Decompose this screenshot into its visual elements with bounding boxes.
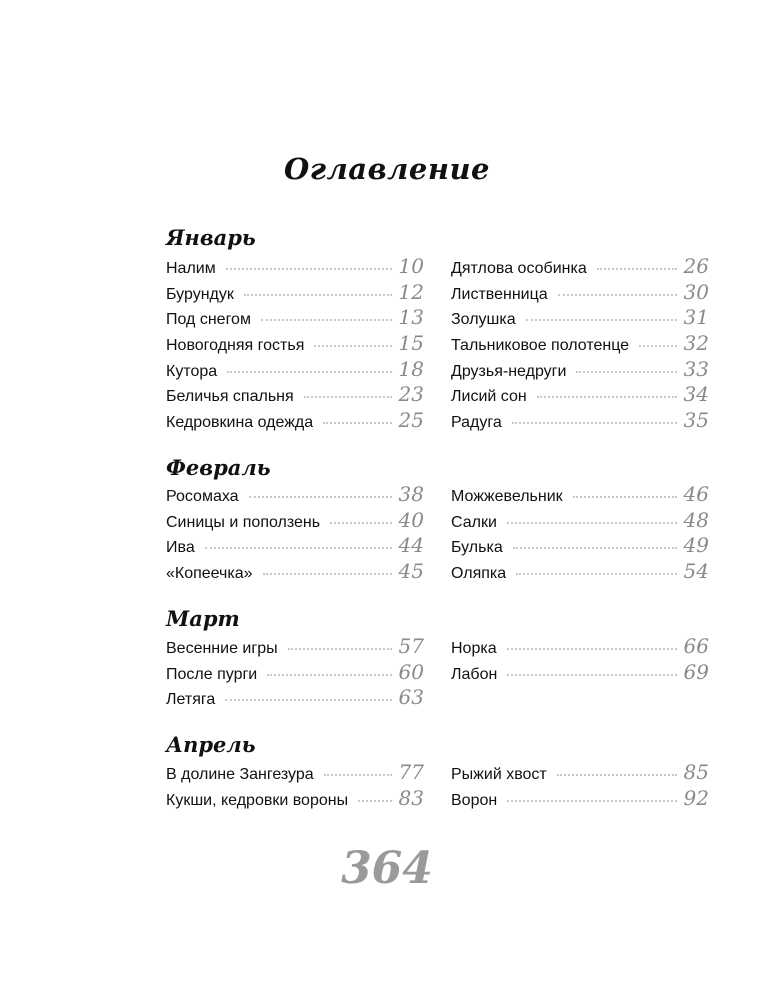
toc-entry[interactable] <box>451 634 709 660</box>
entry-title: Кукши, кедровки вороны <box>166 792 354 810</box>
toc-entry[interactable] <box>166 331 424 357</box>
dot-leader <box>557 774 677 776</box>
toc-entry[interactable] <box>166 685 424 711</box>
entry-title: Оляпка <box>451 565 512 583</box>
entry-title: Кутора <box>166 363 223 381</box>
entry-title: Друзья-недруги <box>451 363 572 381</box>
toc-column-march-left <box>166 634 424 711</box>
dot-leader <box>576 371 677 373</box>
toc-entry[interactable] <box>166 280 424 306</box>
toc-column-april-right <box>451 760 709 811</box>
entry-page: 38 <box>398 482 424 506</box>
toc-entry[interactable] <box>451 280 709 306</box>
entry-page: 25 <box>398 408 424 433</box>
entry-title: Росомаха <box>166 488 245 506</box>
entry-page: 18 <box>398 356 424 381</box>
entry-title: Тальниковое полотенце <box>451 337 635 355</box>
entry-page: 83 <box>398 785 424 810</box>
toc-column-january-left <box>166 254 424 434</box>
toc-entry[interactable] <box>166 408 424 434</box>
entry-page: 10 <box>398 254 424 278</box>
entry-page: 48 <box>683 507 709 532</box>
entry-title: Дятлова особинка <box>451 260 593 278</box>
entry-page: 33 <box>683 356 709 381</box>
toc-entry[interactable] <box>451 559 709 585</box>
dot-leader <box>267 674 392 676</box>
toc-entry[interactable] <box>166 254 424 280</box>
entry-title: Синицы и поползень <box>166 514 326 532</box>
dot-leader <box>639 345 677 347</box>
entry-title: Лисий сон <box>451 388 533 406</box>
toc-entry[interactable] <box>166 305 424 331</box>
dot-leader <box>558 294 677 296</box>
entry-title: Золушка <box>451 311 522 329</box>
entry-page: 30 <box>683 279 709 304</box>
entry-page: 12 <box>398 279 424 304</box>
entry-title: В долине Зангезура <box>166 766 320 784</box>
dot-leader <box>304 396 392 398</box>
toc-entry[interactable] <box>166 382 424 408</box>
toc-entry[interactable] <box>166 760 424 786</box>
entry-page: 46 <box>683 482 709 506</box>
entry-page: 49 <box>683 533 709 558</box>
toc-entry[interactable] <box>451 357 709 383</box>
entry-title: Булька <box>451 539 509 557</box>
dot-leader <box>263 573 392 575</box>
dot-leader <box>225 699 392 701</box>
toc-entry[interactable] <box>451 305 709 331</box>
entry-title: Бурундук <box>166 286 240 304</box>
entry-page: 15 <box>398 331 424 356</box>
entry-page: 45 <box>398 559 424 584</box>
dot-leader <box>597 268 677 270</box>
entry-page: 60 <box>398 659 424 684</box>
dot-leader <box>314 345 392 347</box>
entry-page: 92 <box>683 785 709 810</box>
entry-title: Салки <box>451 514 503 532</box>
entry-page: 85 <box>683 760 709 784</box>
entry-page: 32 <box>683 331 709 356</box>
entry-page: 44 <box>398 533 424 558</box>
dot-leader <box>526 319 677 321</box>
dot-leader <box>205 547 392 549</box>
entry-title: Норка <box>451 640 503 658</box>
entry-title: После пурги <box>166 666 263 684</box>
toc-entry[interactable] <box>166 508 424 534</box>
dot-leader <box>244 294 392 296</box>
entry-title: Радуга <box>451 414 508 432</box>
entry-title: Лиственница <box>451 286 554 304</box>
dot-leader <box>249 496 392 498</box>
toc-column-march-right <box>451 634 709 685</box>
toc-entry[interactable] <box>451 786 709 812</box>
entry-page: 40 <box>398 507 424 532</box>
entry-title: Кедровкина одежда <box>166 414 319 432</box>
toc-entry[interactable] <box>451 382 709 408</box>
dot-leader <box>324 774 392 776</box>
dot-leader <box>516 573 677 575</box>
toc-column-april-left <box>166 760 424 811</box>
toc-entry[interactable] <box>166 634 424 660</box>
entry-title: Весенние игры <box>166 640 284 658</box>
toc-entry[interactable] <box>451 482 709 508</box>
dot-leader <box>507 522 677 524</box>
dot-leader <box>507 674 677 676</box>
section-title-march: Март <box>166 606 240 631</box>
toc-entry[interactable] <box>451 533 709 559</box>
dot-leader <box>507 648 677 650</box>
dot-leader <box>330 522 392 524</box>
page-number: 364 <box>341 843 433 894</box>
toc-entry[interactable] <box>451 660 709 686</box>
toc-entry[interactable] <box>166 533 424 559</box>
entry-title: Ива <box>166 539 201 557</box>
section-title-april: Апрель <box>166 732 256 757</box>
entry-page: 35 <box>683 408 709 433</box>
toc-entry[interactable] <box>451 760 709 786</box>
page-title: Оглавление <box>284 152 490 186</box>
section-title-february: Февраль <box>166 455 271 480</box>
entry-title: Летяга <box>166 691 221 709</box>
toc-entry[interactable] <box>451 508 709 534</box>
toc-column-february-right <box>451 482 709 585</box>
entry-page: 31 <box>683 305 709 330</box>
entry-page: 66 <box>683 634 709 658</box>
entry-title: Налим <box>166 260 222 278</box>
toc-column-february-left <box>166 482 424 585</box>
toc-entry[interactable] <box>166 357 424 383</box>
toc-entry[interactable] <box>451 408 709 434</box>
dot-leader <box>507 800 677 802</box>
entry-title: «Копеечка» <box>166 565 259 583</box>
toc-entry[interactable] <box>166 660 424 686</box>
dot-leader <box>323 422 392 424</box>
entry-title: Новогодняя гостья <box>166 337 310 355</box>
entry-page: 26 <box>683 254 709 278</box>
dot-leader <box>288 648 392 650</box>
dot-leader <box>358 800 392 802</box>
entry-page: 34 <box>683 382 709 407</box>
section-title-january: Январь <box>166 225 256 250</box>
toc-entry[interactable] <box>451 331 709 357</box>
entry-page: 77 <box>398 760 424 784</box>
entry-title: Беличья спальня <box>166 388 300 406</box>
entry-page: 23 <box>398 382 424 407</box>
dot-leader <box>512 422 677 424</box>
entry-title: Можжевельник <box>451 488 569 506</box>
entry-page: 63 <box>398 685 424 710</box>
entry-title: Рыжий хвост <box>451 766 553 784</box>
entry-page: 69 <box>683 659 709 684</box>
entry-page: 54 <box>683 559 709 584</box>
toc-column-january-right <box>451 254 709 434</box>
toc-entry[interactable] <box>451 254 709 280</box>
entry-page: 57 <box>398 634 424 658</box>
entry-title: Под снегом <box>166 311 257 329</box>
dot-leader <box>227 371 392 373</box>
dot-leader <box>573 496 677 498</box>
dot-leader <box>226 268 392 270</box>
dot-leader <box>261 319 392 321</box>
entry-page: 13 <box>398 305 424 330</box>
dot-leader <box>537 396 677 398</box>
toc-entry[interactable] <box>166 482 424 508</box>
toc-entry[interactable] <box>166 786 424 812</box>
entry-title: Ворон <box>451 792 503 810</box>
entry-title: Лабон <box>451 666 503 684</box>
toc-entry[interactable] <box>166 559 424 585</box>
dot-leader <box>513 547 677 549</box>
